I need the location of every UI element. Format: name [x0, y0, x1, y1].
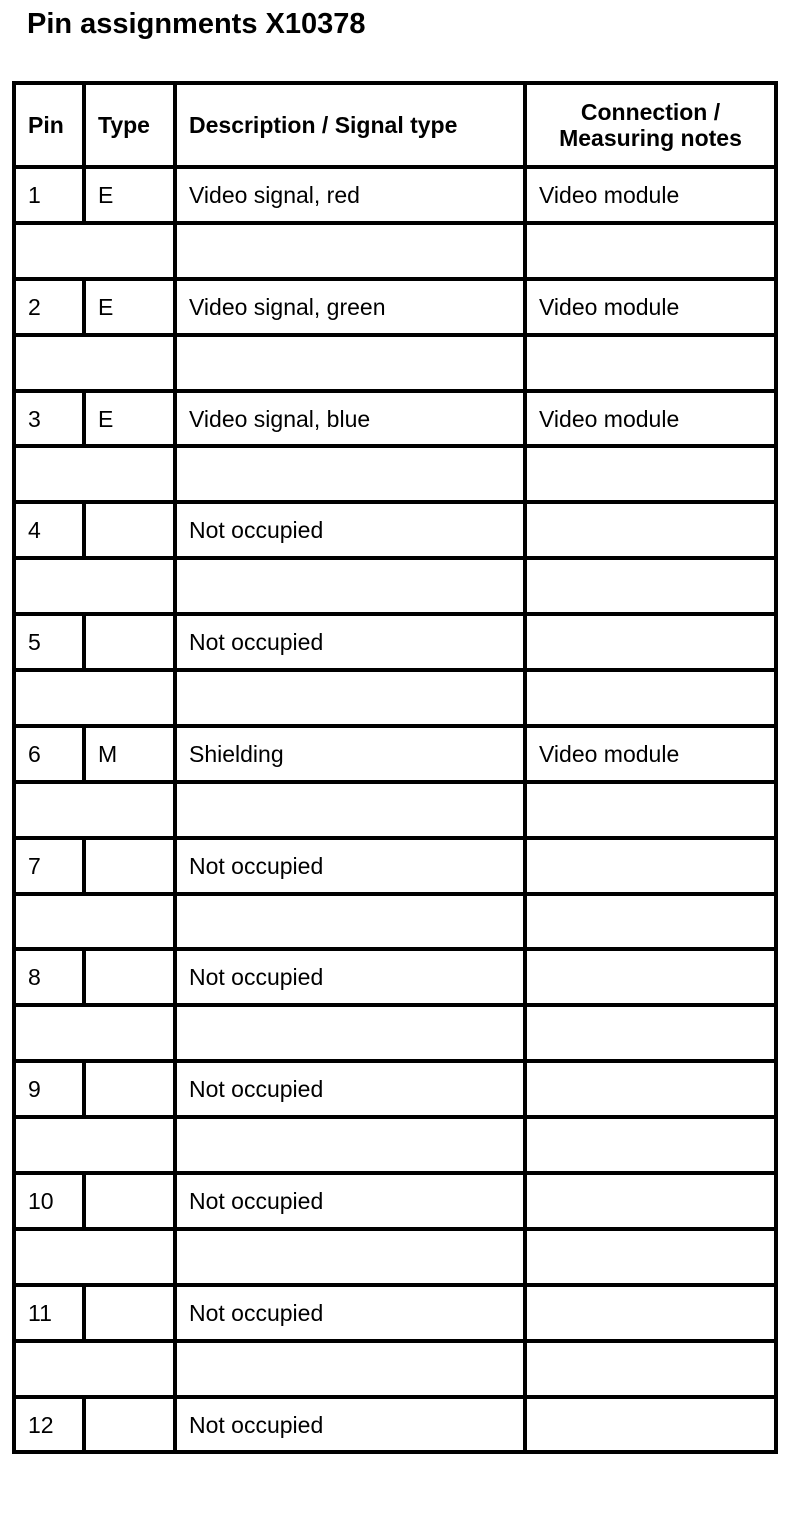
table-row	[14, 726, 776, 782]
pin-cell: 7	[14, 838, 84, 894]
pin-cell: 10	[14, 1173, 84, 1229]
empty-cell	[175, 446, 525, 502]
connection-cell	[525, 1061, 776, 1117]
empty-cell	[175, 670, 525, 726]
table-spacer-row	[14, 670, 776, 726]
type-cell	[84, 614, 175, 670]
pin-assignment-table	[12, 81, 778, 1454]
pin-cell: 4	[14, 502, 84, 558]
pin-cell: 8	[14, 949, 84, 1005]
empty-cell	[525, 1005, 776, 1061]
empty-cell	[14, 335, 175, 391]
empty-cell	[525, 446, 776, 502]
empty-cell	[14, 894, 175, 950]
header-connection-line-1: Connection /	[580, 99, 721, 125]
table-row	[14, 949, 776, 1005]
table-spacer-row	[14, 1117, 776, 1173]
empty-cell	[14, 1341, 175, 1397]
table-row	[14, 502, 776, 558]
table-spacer-row	[14, 1341, 776, 1397]
description-cell: Not occupied	[175, 1285, 525, 1341]
empty-cell	[14, 670, 175, 726]
empty-cell	[175, 1117, 525, 1173]
table-header-row	[14, 83, 776, 167]
table-spacer-row	[14, 782, 776, 838]
description-cell: Not occupied	[175, 1173, 525, 1229]
header-type: Type	[84, 83, 175, 167]
type-cell	[84, 1173, 175, 1229]
connection-cell	[525, 1397, 776, 1453]
connection-cell	[525, 1173, 776, 1229]
type-cell	[84, 1061, 175, 1117]
table-body	[14, 167, 776, 1452]
empty-cell	[525, 1117, 776, 1173]
empty-cell	[525, 894, 776, 950]
table-spacer-row	[14, 894, 776, 950]
empty-cell	[525, 223, 776, 279]
description-cell: Video signal, blue	[175, 391, 525, 447]
type-cell: E	[84, 279, 175, 335]
pin-cell: 6	[14, 726, 84, 782]
empty-cell	[175, 782, 525, 838]
description-cell: Not occupied	[175, 502, 525, 558]
description-cell: Video signal, green	[175, 279, 525, 335]
table-spacer-row	[14, 558, 776, 614]
table-row	[14, 838, 776, 894]
pin-cell: 2	[14, 279, 84, 335]
table-spacer-row	[14, 335, 776, 391]
table-spacer-row	[14, 1005, 776, 1061]
pin-cell: 5	[14, 614, 84, 670]
empty-cell	[175, 1005, 525, 1061]
connection-cell	[525, 502, 776, 558]
table-row	[14, 391, 776, 447]
pin-cell: 11	[14, 1285, 84, 1341]
empty-cell	[14, 558, 175, 614]
header-connection	[525, 83, 776, 167]
description-cell: Not occupied	[175, 1397, 525, 1453]
empty-cell	[175, 1229, 525, 1285]
type-cell	[84, 838, 175, 894]
table-row	[14, 1285, 776, 1341]
empty-cell	[14, 446, 175, 502]
pin-cell: 9	[14, 1061, 84, 1117]
connection-cell: Video module	[525, 167, 776, 223]
table-row	[14, 1397, 776, 1453]
connection-cell: Video module	[525, 726, 776, 782]
table-spacer-row	[14, 446, 776, 502]
empty-cell	[525, 782, 776, 838]
empty-cell	[175, 558, 525, 614]
empty-cell	[14, 223, 175, 279]
empty-cell	[14, 1229, 175, 1285]
empty-cell	[525, 335, 776, 391]
empty-cell	[175, 335, 525, 391]
table-spacer-row	[14, 1229, 776, 1285]
type-cell	[84, 502, 175, 558]
empty-cell	[14, 1117, 175, 1173]
type-cell: M	[84, 726, 175, 782]
connection-cell	[525, 838, 776, 894]
description-cell: Not occupied	[175, 614, 525, 670]
connection-cell	[525, 949, 776, 1005]
type-cell: E	[84, 167, 175, 223]
description-cell: Shielding	[175, 726, 525, 782]
type-cell: E	[84, 391, 175, 447]
pin-cell: 12	[14, 1397, 84, 1453]
pin-cell: 1	[14, 167, 84, 223]
table-row	[14, 1061, 776, 1117]
description-cell: Video signal, red	[175, 167, 525, 223]
type-cell	[84, 949, 175, 1005]
header-connection-line-2: Measuring notes	[559, 125, 742, 151]
description-cell: Not occupied	[175, 949, 525, 1005]
page-title: Pin assignments X10378	[27, 8, 366, 40]
table-row	[14, 614, 776, 670]
connection-cell	[525, 1285, 776, 1341]
empty-cell	[175, 223, 525, 279]
empty-cell	[525, 1341, 776, 1397]
connection-cell	[525, 614, 776, 670]
empty-cell	[14, 782, 175, 838]
connection-cell: Video module	[525, 279, 776, 335]
table-row	[14, 1173, 776, 1229]
table-spacer-row	[14, 223, 776, 279]
description-cell: Not occupied	[175, 838, 525, 894]
header-pin: Pin	[14, 83, 84, 167]
table-row	[14, 279, 776, 335]
empty-cell	[525, 670, 776, 726]
empty-cell	[175, 894, 525, 950]
description-cell: Not occupied	[175, 1061, 525, 1117]
pin-cell: 3	[14, 391, 84, 447]
empty-cell	[525, 558, 776, 614]
type-cell	[84, 1285, 175, 1341]
empty-cell	[175, 1341, 525, 1397]
table-row	[14, 167, 776, 223]
type-cell	[84, 1397, 175, 1453]
empty-cell	[14, 1005, 175, 1061]
header-description: Description / Signal type	[175, 83, 525, 167]
empty-cell	[525, 1229, 776, 1285]
connection-cell: Video module	[525, 391, 776, 447]
